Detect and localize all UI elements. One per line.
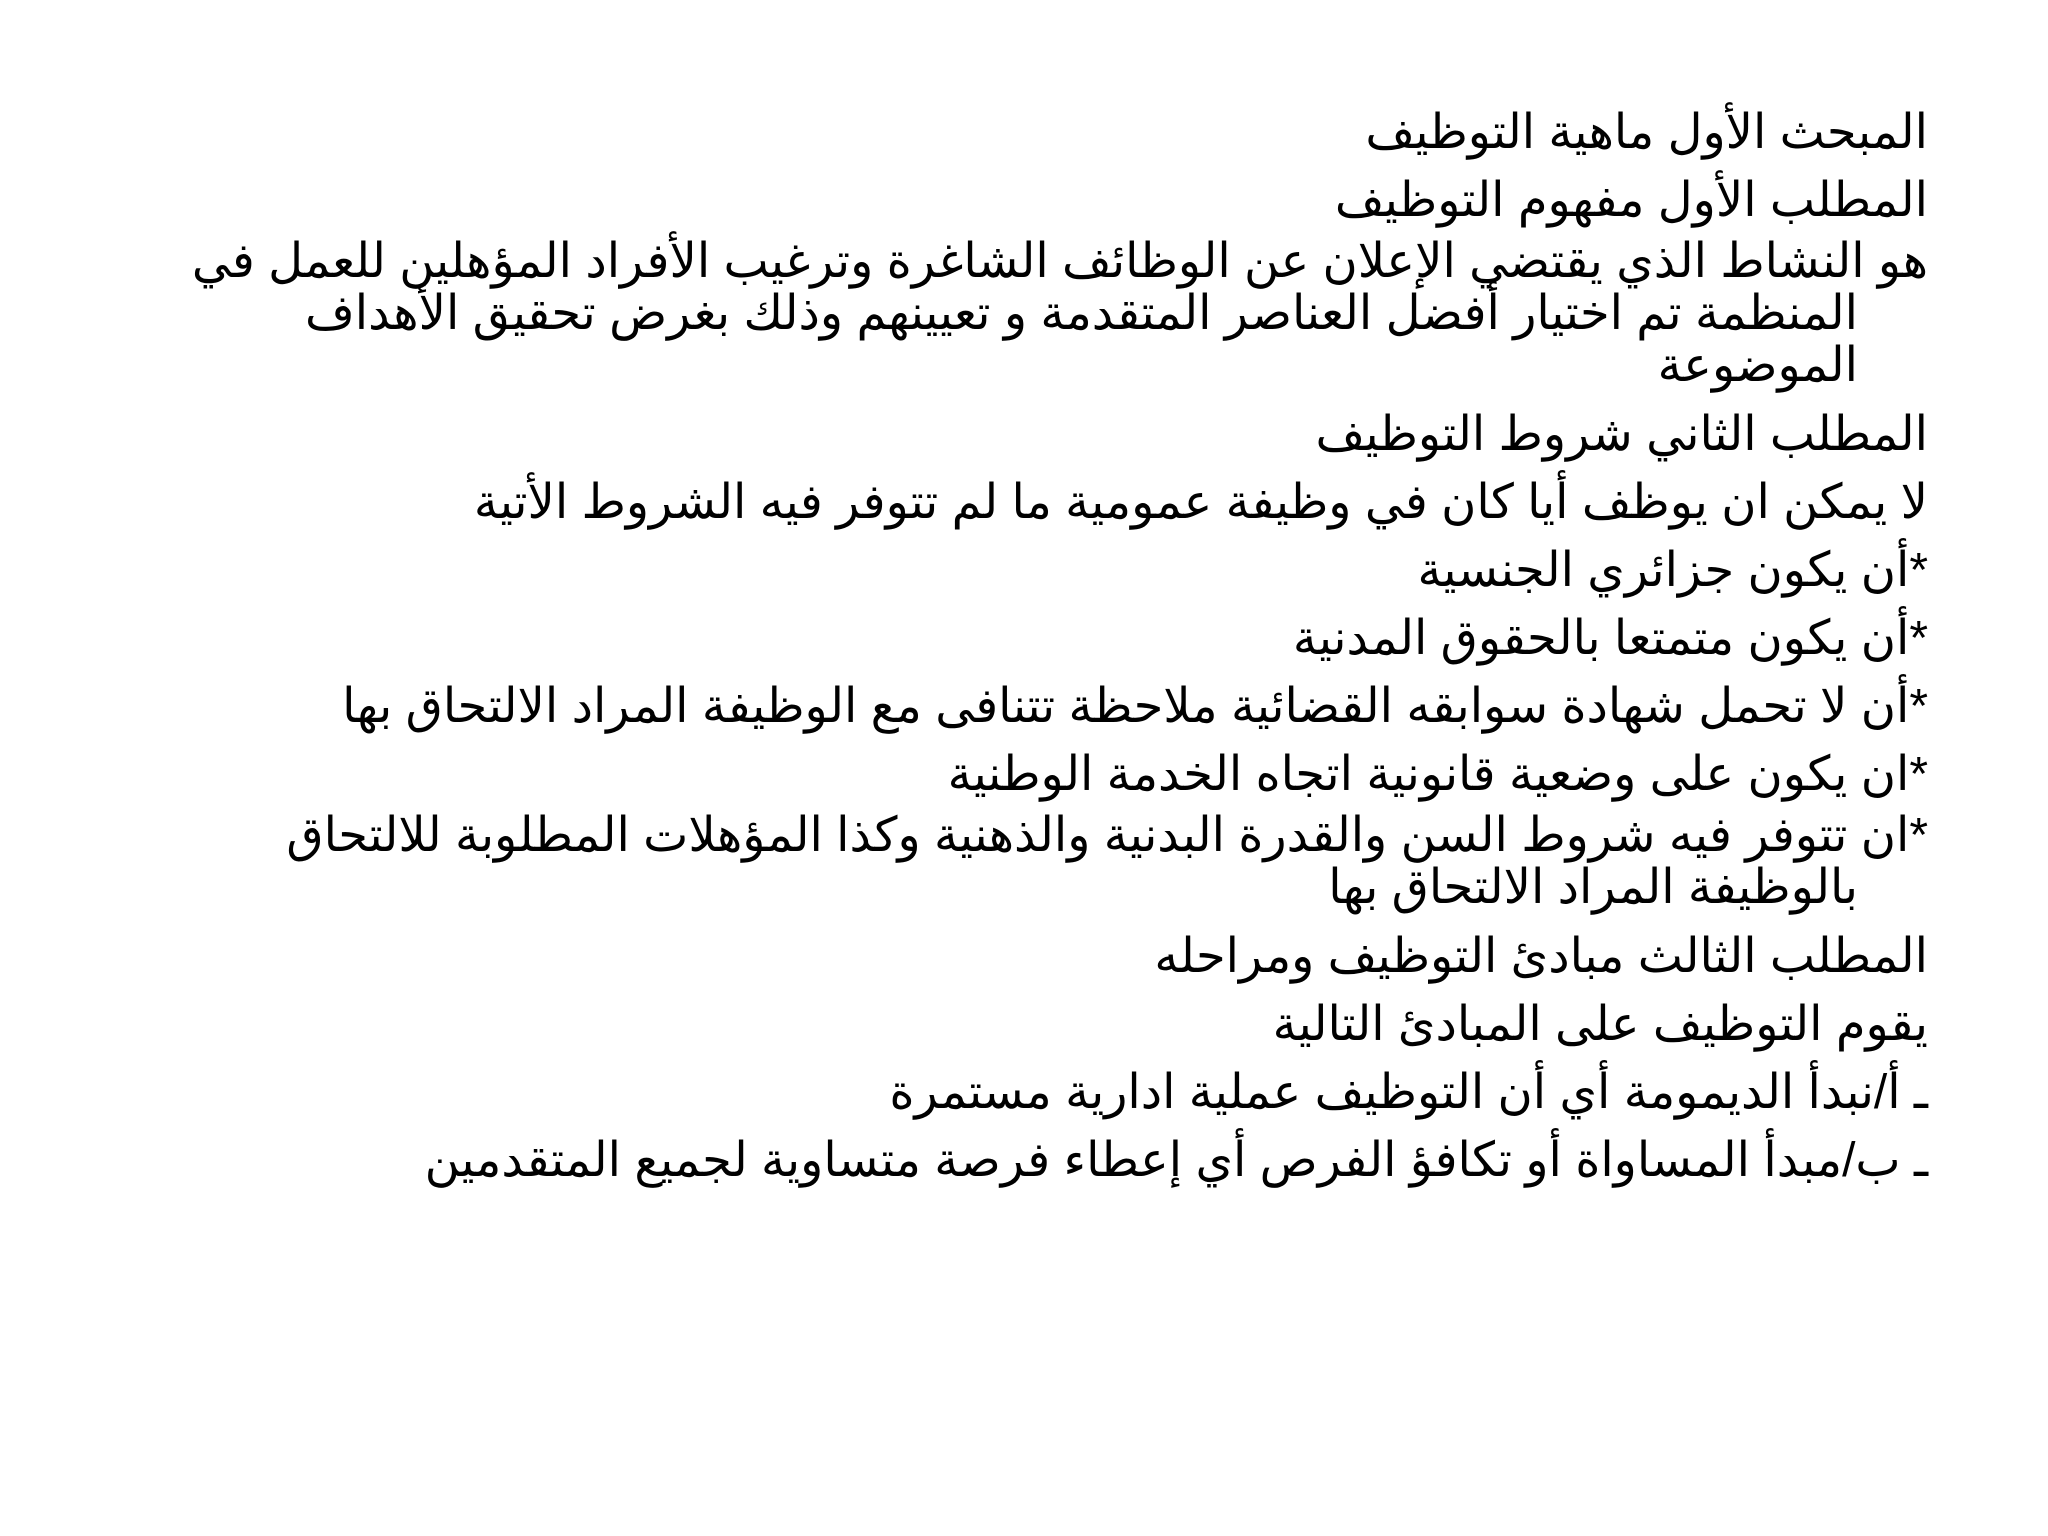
chapter-title: المبحث الأول ماهية التوظيف xyxy=(1365,106,1928,159)
conditions-intro: لا يمكن ان يوظف أيا كان في وظيفة عمومية ما لم تتوفر فيه الشروط الأتية xyxy=(473,476,1928,529)
principle-item: ـ ب/مبدأ المساواة أو تكافؤ الفرص أي إعطاء فرصة متساوية لجميع المتقدمين xyxy=(424,1134,1928,1187)
definition-paragraph xyxy=(128,236,1928,394)
condition-item: *أن يكون جزائري الجنسية xyxy=(1417,544,1928,597)
condition-item: *أن يكون متمتعا بالحقوق المدنية xyxy=(1292,612,1928,665)
definition-line-2: المنظمة تم اختيار أفضل العناصر المتقدمة و تعيينهم وذلك بغرض تحقيق الأهداف xyxy=(304,287,1858,340)
slide-content xyxy=(128,100,1928,1196)
principle-item: ـ أ/نبدأ الديمومة أي أن التوظيف عملية ادارية مستمرة xyxy=(889,1066,1928,1119)
condition5-line-1: *ان تتوفر فيه شروط السن والقدرة البدنية والذهنية وكذا المؤهلات المطلوبة للالتحاق xyxy=(286,809,1928,862)
condition-item: *أن لا تحمل شهادة سوابقه القضائية ملاحظة تتنافى مع الوظيفة المراد الالتحاق بها xyxy=(342,680,1928,733)
section1-title: المطلب الأول مفهوم التوظيف xyxy=(1334,174,1928,227)
condition-item: *ان يكون على وضعية قانونية اتجاه الخدمة الوطنية xyxy=(947,748,1928,801)
section3-title: المطلب الثالث مبادئ التوظيف ومراحله xyxy=(1154,930,1928,983)
condition5-line-2: بالوظيفة المراد الالتحاق بها xyxy=(1328,861,1858,914)
principles-intro: يقوم التوظيف على المبادئ التالية xyxy=(1272,998,1928,1051)
definition-line-3: الموضوعة xyxy=(1657,339,1858,392)
section2-title: المطلب الثاني شروط التوظيف xyxy=(1315,408,1928,461)
condition-item-5 xyxy=(128,810,1928,916)
definition-line-1: هو النشاط الذي يقتضي الإعلان عن الوظائف الشاغرة وترغيب الأفراد المؤهلين للعمل في xyxy=(191,235,1928,288)
